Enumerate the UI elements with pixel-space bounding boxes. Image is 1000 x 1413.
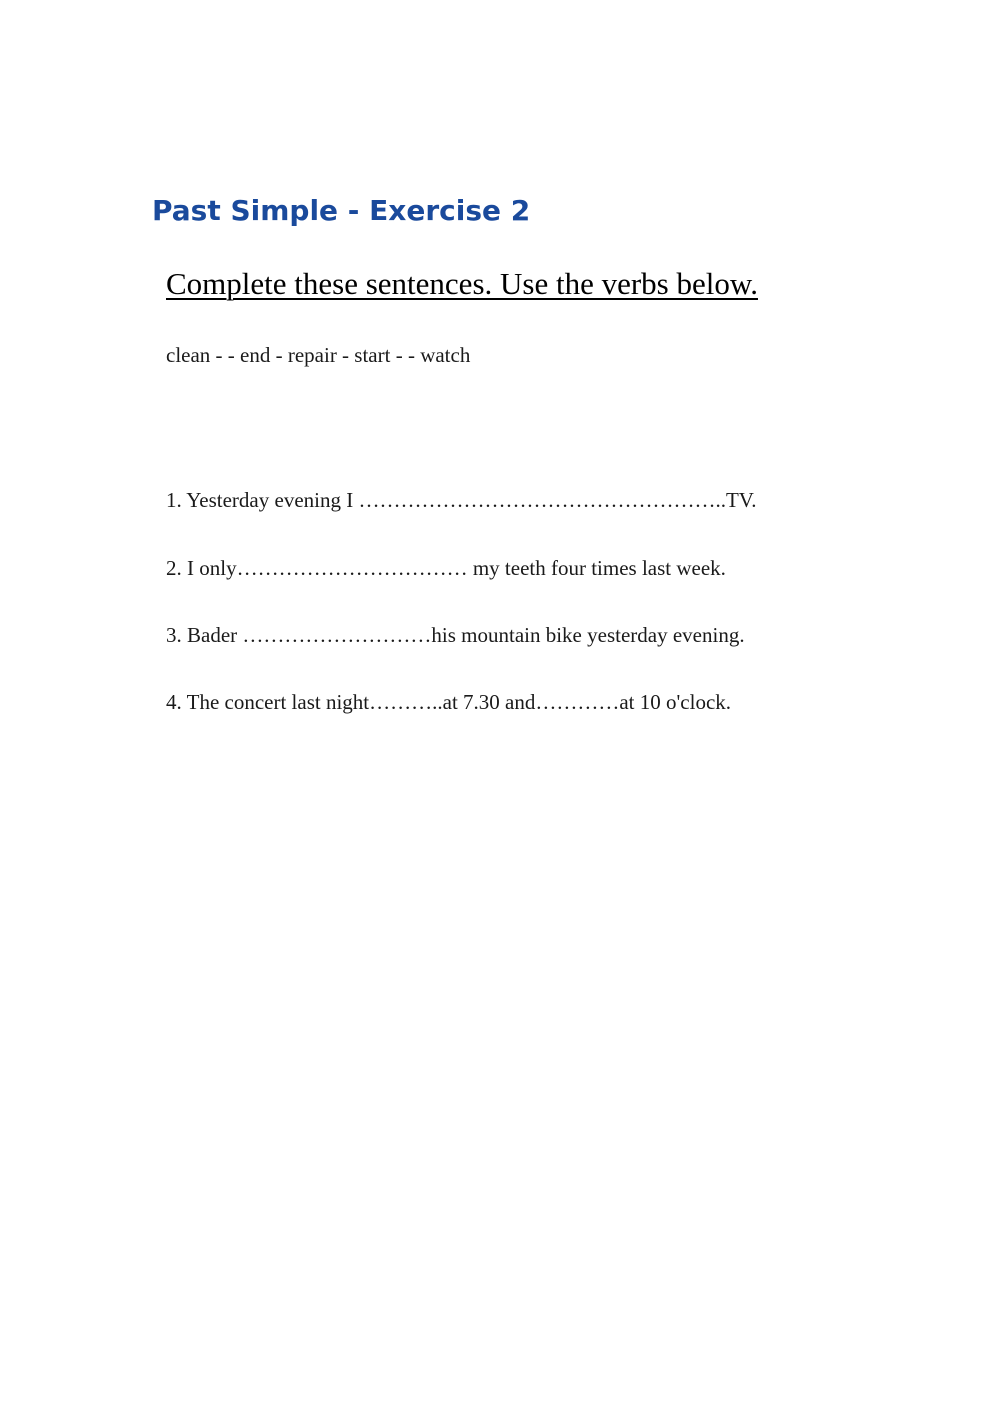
page-title: Past Simple - Exercise 2 xyxy=(152,194,531,227)
instruction-text: Complete these sentences. Use the verbs below. xyxy=(166,266,758,301)
sentence-1: 1. Yesterday evening I ……………………………………………..TV. xyxy=(166,488,757,512)
sentence-4: 4. The concert last night………..at 7.30 and…………at 10 o'clock. xyxy=(166,690,732,714)
sentence-2: 2. I only…………………………… my teeth four times last week. xyxy=(166,556,726,580)
sentence-3: 3. Bader ………………………his mountain bike yesterday evening. xyxy=(166,623,745,647)
verb-list: clean - - end - repair - start - - watch xyxy=(166,343,471,367)
